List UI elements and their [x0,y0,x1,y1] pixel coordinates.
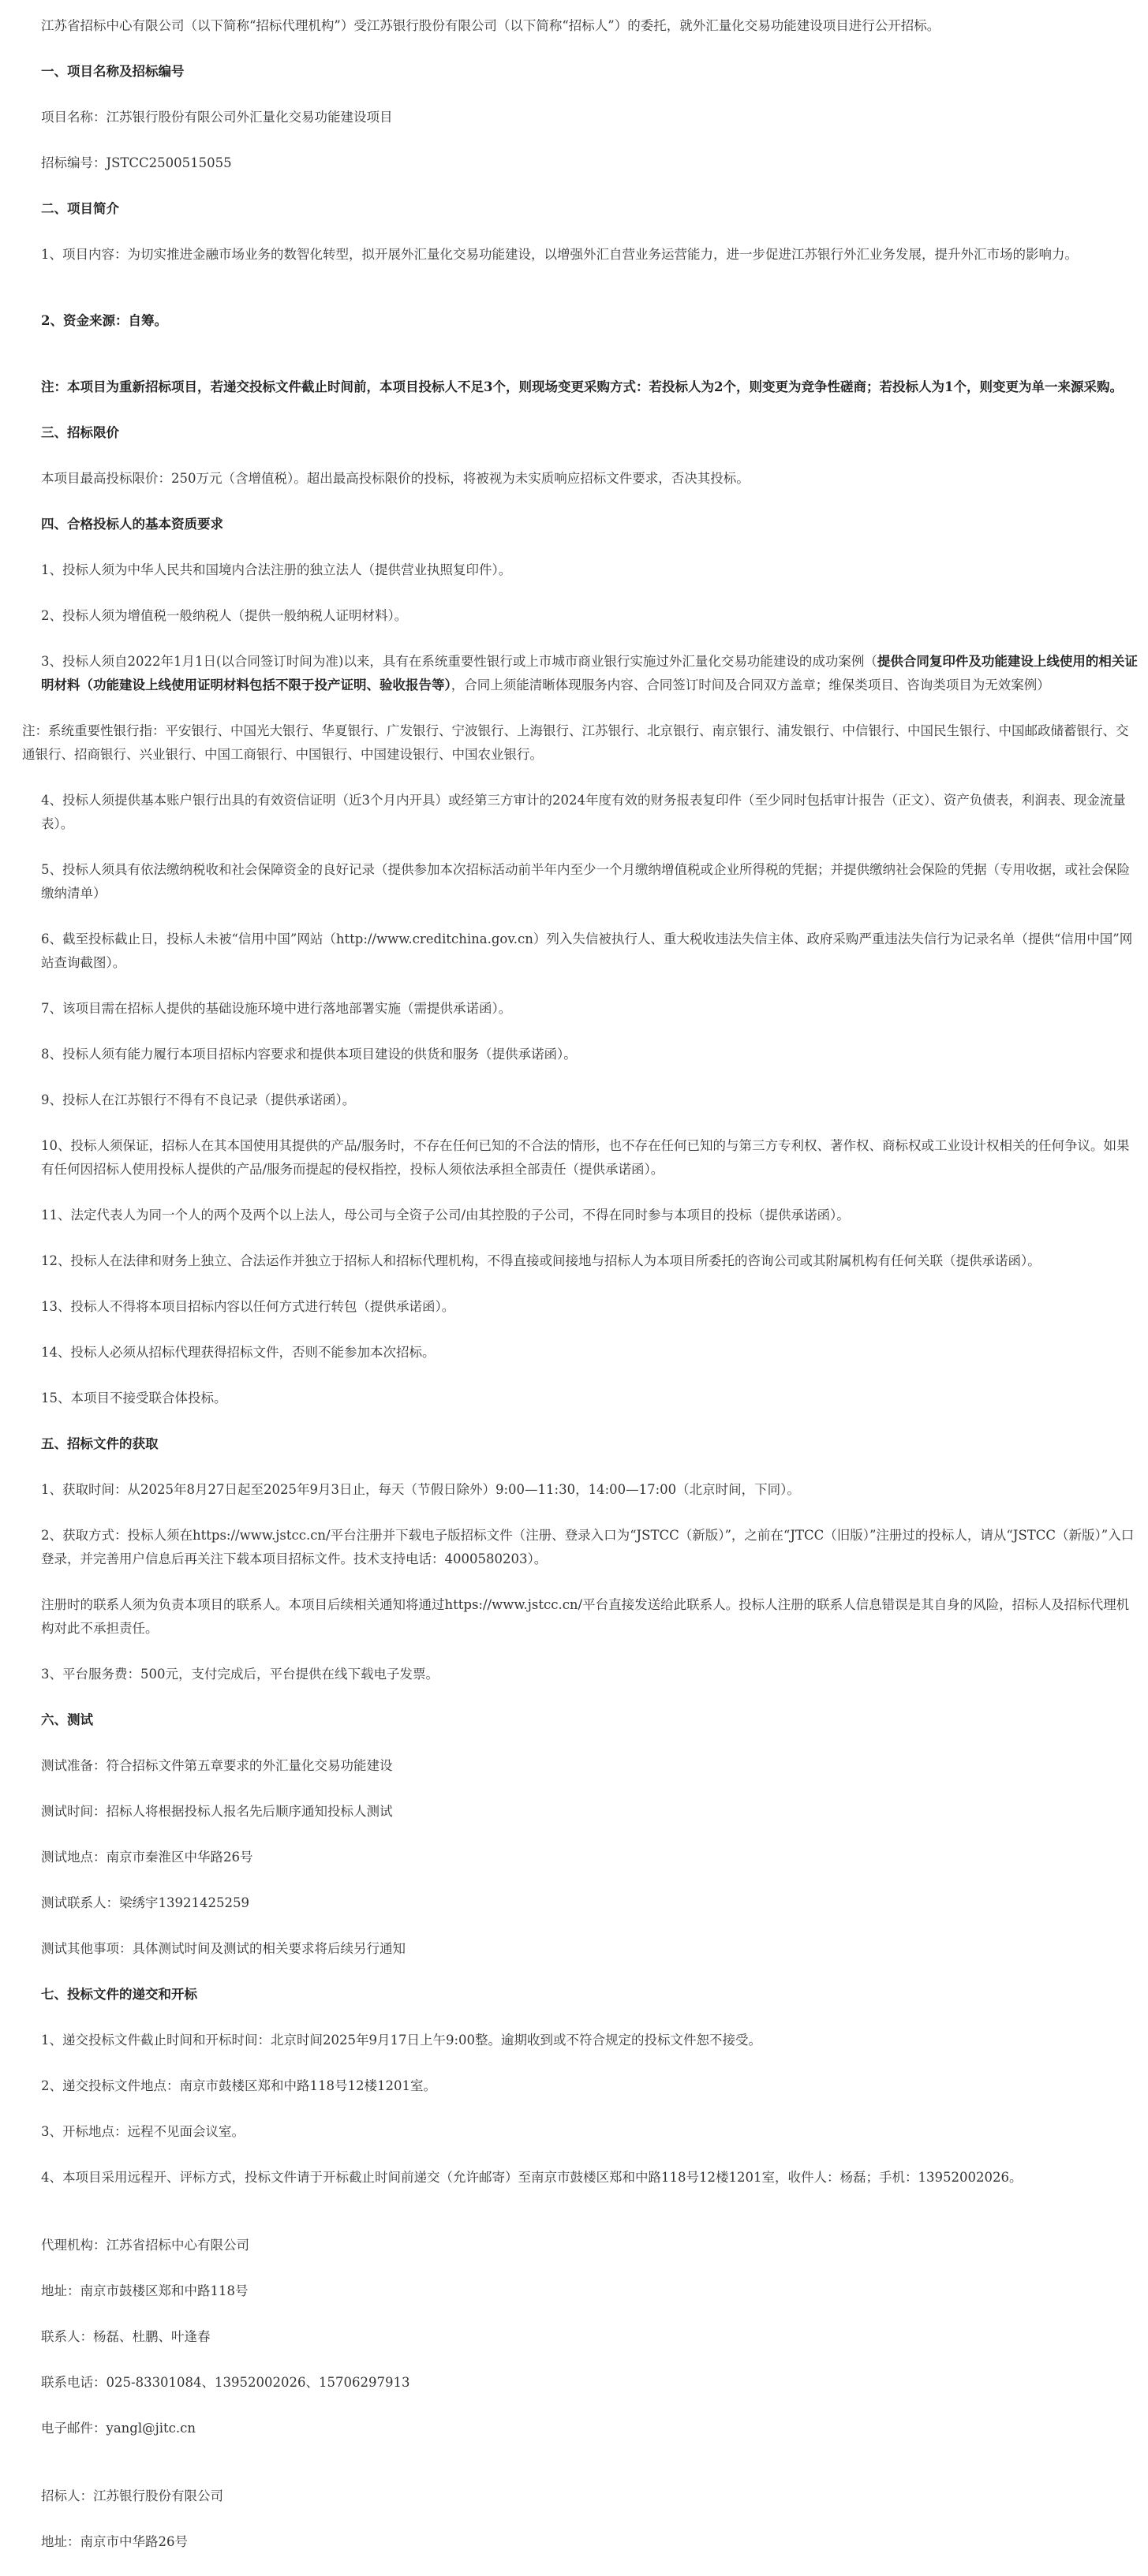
retender-note: 注：本项目为重新招标项目，若递交投标文件截止时间前，本项目投标人不足3个，则现场变更采购方式：若投标人为2个，则变更为竞争性磋商；若投标人为1个，则变更为单一来源采购。 [41,379,1123,394]
requirement-10: 10、投标人须保证，招标人在其本国使用其提供的产品/服务时，不存在任何已知的不合法的情形，也不存在任何已知的与第三方专利权、著作权、商标权或工业设计权相关的任何争议。如果有任何因招标人使用投标人提供的产品/服务而提起的侵权指控，投标人须依法承担全部责任（提供承诺函）。 [41,1138,1130,1177]
requirement-6: 6、截至投标截止日，投标人未被“信用中国”网站（http://www.creditchina.gov.cn）列入失信被执行人、重大税收违法失信主体、政府采购严重违法失信行为记录名单（提供“信用中国”网站查询截图）。 [41,931,1133,970]
requirement-5: 5、投标人须具有依法缴纳税收和社会保障资金的良好记录（提供参加本次招标活动前半年内至少一个月缴纳增值税或企业所得税的凭据；并提供缴纳社会保险的凭据（专用收据，或社会保险缴纳清单） [41,862,1130,901]
project-content: 1、项目内容：为切实推进金融市场业务的数智化转型，拟开展外汇量化交易功能建设，以增强外汇自营业务运营能力，进一步促进江苏银行外汇业务发展，提升外汇市场的影响力。 [41,247,1078,262]
tenderer-address: 地址：南京市中华路26号 [41,2534,188,2549]
section-4-heading: 四、合格投标人的基本资质要求 [41,517,223,532]
project-name: 项目名称：江苏银行股份有限公司外汇量化交易功能建设项目 [41,110,393,125]
requirement-2: 2、投标人须为增值税一般纳税人（提供一般纳税人证明材料）。 [41,608,408,623]
requirement-3 [41,650,1138,697]
price-limit: 本项目最高投标限价：250万元（含增值税）。超出最高投标限价的投标，将被视为未实质响应招标文件要求，否决其投标。 [41,471,750,486]
section-3-heading: 三、招标限价 [41,425,119,440]
intro-paragraph: 江苏省招标中心有限公司（以下简称“招标代理机构”）受江苏银行股份有限公司（以下简称“招标人”）的委托，就外汇量化交易功能建设项目进行公开招标。 [41,18,940,33]
opening-place: 3、开标地点：远程不见面会议室。 [41,2124,245,2139]
registration-contact-note: 注册时的联系人须为负责本项目的联系人。本项目后续相关通知将通过https://www.jstcc.cn/平台直接发送给此联系人。投标人注册的联系人信息错误是其自身的风险，招标人及招标代理机构对此不承担责任。 [41,1597,1130,1636]
section-2-heading: 二、项目简介 [41,201,119,216]
agency-address: 地址：南京市鼓楼区郑和中路118号 [41,2283,249,2298]
requirement-11: 11、法定代表人为同一个人的两个及两个以上法人，母公司与全资子公司/由其控股的子公司，不得在同时参与本项目的投标（提供承诺函）。 [41,1208,850,1223]
test-preparation: 测试准备：符合招标文件第五章要求的外汇量化交易功能建设 [41,1758,393,1773]
requirement-14: 14、投标人必须从招标代理获得招标文件，否则不能参加本次招标。 [41,1345,436,1360]
requirement-9: 9、投标人在江苏银行不得有不良记录（提供承诺函）。 [41,1092,356,1107]
submission-place: 2、递交投标文件地点：南京市鼓楼区郑和中路118号12楼1201室。 [41,2078,436,2093]
section-5-heading: 五、招标文件的获取 [41,1436,159,1451]
requirement-3-text-a: 3、投标人须自2022年1月1日(以合同签订时间为准)以来，具有在系统重要性银行或上市城市商业银行实施过外汇量化交易功能建设的成功案例（ [41,654,877,669]
acquisition-method: 2、获取方式：投标人须在https://www.jstcc.cn/平台注册并下载电子版招标文件（注册、登录入口为“JSTCC（新版）”，之前在“JTCC（旧版）”注册过的投标人，请从“JSTCC（新版）”入口登录，并完善用户信息后再关注下载本项目招标文件。技术支持电话：4000580203）。 [41,1528,1135,1566]
agency-phone: 联系电话：025-83301084、13952002026、15706297913 [41,2375,410,2390]
submission-deadline: 1、递交投标文件截止时间和开标时间：北京时间2025年9月17日上午9:00整。逾期收到或不符合规定的投标文件恕不接受。 [41,2033,762,2048]
requirement-3-text-c: ，合同上须能清晰体现服务内容、合同签订时间及合同双方盖章；维保类项目、咨询类项目为无效案例） [451,678,1050,693]
requirement-15: 15、本项目不接受联合体投标。 [41,1391,227,1406]
bank-list-note: 注：系统重要性银行指：平安银行、中国光大银行、华夏银行、广发银行、宁波银行、上海银行、江苏银行、北京银行、南京银行、浦发银行、中信银行、中国民生银行、中国邮政储蓄银行、交通银行、招商银行、兴业银行、中国工商银行、中国银行、中国建设银行、中国农业银行。 [22,723,1129,762]
test-contact: 测试联系人：梁绣宇13921425259 [41,1895,249,1910]
agency-name: 代理机构：江苏省招标中心有限公司 [41,2238,249,2253]
announcement-document [22,14,1138,2576]
section-1-heading: 一、项目名称及招标编号 [41,64,185,79]
requirement-1: 1、投标人须为中华人民共和国境内合法注册的独立法人（提供营业执照复印件）。 [41,562,512,577]
test-time: 测试时间：招标人将根据投标人报名先后顺序通知投标人测试 [41,1804,393,1819]
remote-opening: 4、本项目采用远程开、评标方式，投标文件请于开标截止时间前递交（允许邮寄）至南京市鼓楼区郑和中路118号12楼1201室，收件人：杨磊；手机：13952002026。 [41,2170,1023,2185]
requirement-7: 7、该项目需在招标人提供的基础设施环境中进行落地部署实施（需提供承诺函）。 [41,1001,512,1016]
section-6-heading: 六、测试 [41,1712,93,1727]
agency-contacts: 联系人：杨磊、杜鹏、叶逢春 [41,2329,211,2344]
tenderer-name: 招标人：江苏银行股份有限公司 [41,2488,223,2503]
test-place: 测试地点：南京市秦淮区中华路26号 [41,1850,253,1865]
requirement-8: 8、投标人须有能力履行本项目招标内容要求和提供本项目建设的供货和服务（提供承诺函）。 [41,1047,577,1062]
funding-source: 2、资金来源：自筹。 [41,313,167,328]
acquisition-time: 1、获取时间：从2025年8月27日起至2025年9月3日止，每天（节假日除外）9:00—11:30，14:00—17:00（北京时间，下同）。 [41,1482,800,1497]
requirement-12: 12、投标人在法律和财务上独立、合法运作并独立于招标人和招标代理机构，不得直接或间接地与招标人为本项目所委托的咨询公司或其附属机构有任何关联（提供承诺函）。 [41,1253,1041,1268]
requirement-3-bold: 提供合同复印件及功能建设上线使用的相关证明材料（功能建设上线使用证明材料包括不限于投产证明、验收报告等） [41,654,1138,693]
requirement-4: 4、投标人须提供基本账户银行出具的有效资信证明（近3个月内开具）或经第三方审计的2024年度有效的财务报表复印件（至少同时包括审计报告（正文）、资产负债表，利润表、现金流量表）。 [41,793,1126,831]
requirement-13: 13、投标人不得将本项目招标内容以任何方式进行转包（提供承诺函）。 [41,1299,455,1314]
test-other: 测试其他事项：具体测试时间及测试的相关要求将后续另行通知 [41,1941,406,1956]
tender-code: 招标编号：JSTCC2500515055 [41,155,232,170]
agency-email: 电子邮件：yangl@jitc.cn [41,2421,196,2436]
platform-fee: 3、平台服务费：500元，支付完成后，平台提供在线下载电子发票。 [41,1667,439,1682]
section-7-heading: 七、投标文件的递交和开标 [41,1987,197,2002]
